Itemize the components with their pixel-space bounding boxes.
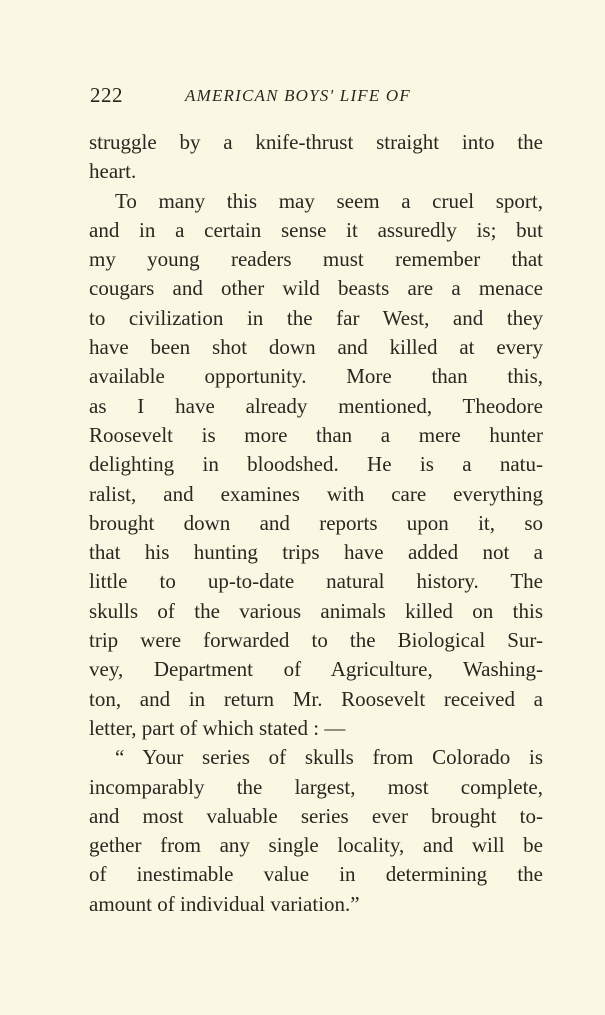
text-line: heart. (89, 159, 137, 184)
text-line: little to up-to-date natural history. The (89, 569, 543, 594)
text-line: as I have already mentioned, Theodore (89, 393, 543, 418)
text-line: ton, and in return Mr. Roosevelt received a (89, 686, 543, 711)
text-line: have been shot down and killed at every (89, 335, 543, 360)
text-line: trip were forwarded to the Biological Sur- (89, 628, 543, 653)
text-line: struggle by a knife-thrust straight into the (89, 130, 543, 154)
text-line: cougars and other wild beasts are a menace (89, 276, 543, 301)
text-line: To many this may seem a cruel sport, (115, 188, 543, 213)
running-head: AMERICAN BOYS' LIFE OF (185, 86, 411, 105)
text-line: delighting in bloodshed. He is a natu- (89, 452, 543, 477)
text-line: Roosevelt is more than a mere hunter (89, 422, 543, 447)
text-line: incomparably the largest, most complete, (89, 774, 543, 799)
page-number: 222 (90, 83, 123, 107)
page-header (90, 83, 540, 109)
text-line: and most valuable series ever brought to- (89, 803, 543, 828)
text-line: gether from any single locality, and will be (89, 833, 543, 858)
text-line: amount of individual variation.” (89, 891, 360, 916)
text-line: my young readers must remember that (89, 247, 543, 272)
text-line: to civilization in the far West, and they (89, 305, 543, 330)
text-line: that his hunting trips have added not a (89, 540, 543, 565)
body-text (89, 128, 543, 919)
text-line: letter, part of which stated : — (89, 715, 346, 740)
text-line: brought down and reports upon it, so (89, 510, 543, 535)
text-line: available opportunity. More than this, (89, 364, 543, 389)
text-line: ralist, and examines with care everything (89, 481, 543, 506)
text-line: of inestimable value in determining the (89, 862, 543, 887)
text-line: vey, Department of Agriculture, Washing- (89, 657, 543, 682)
text-line: “ Your series of skulls from Colorado is (115, 745, 543, 770)
text-line: skulls of the various animals killed on this (89, 598, 543, 623)
text-line: and in a certain sense it assuredly is; but (89, 217, 543, 242)
